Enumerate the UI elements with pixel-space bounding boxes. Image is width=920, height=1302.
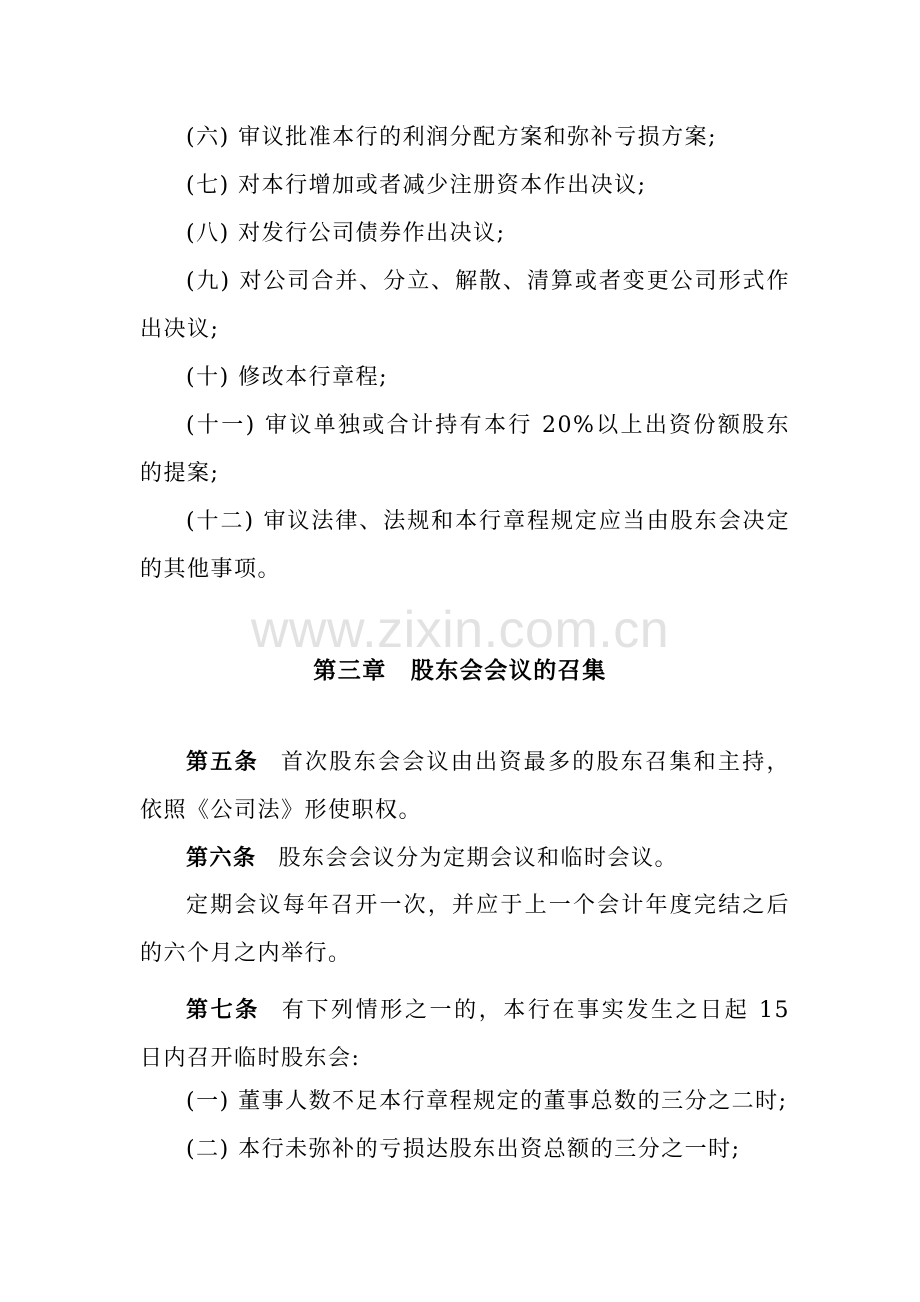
article-6-paragraph-2: 定期会议每年召开一次，并应于上一个会计年度完结之后的六个月之内举行。	[140, 893, 790, 966]
article-7-text: 有下列情形之一的，本行在事实发生之日起 15 日内召开临时股东会:	[140, 998, 790, 1071]
watermark: www.zixin.com.cn	[250, 601, 670, 659]
chapter-title: 股东会会议的召集	[410, 657, 607, 684]
article-6	[140, 834, 790, 883]
list-item-12: (十二) 审议法律、法规和本行章程规定应当由股东会决定的其他事项。	[140, 509, 790, 582]
article-7	[140, 986, 790, 1083]
list-item-6: (六) 审议批准本行的利润分配方案和弥补亏损方案;	[186, 125, 718, 150]
article-5-text: 首次股东会会议由出资最多的股东召集和主持，依照《公司法》形使职权。	[140, 750, 790, 823]
article-7-label: 第七条	[186, 997, 260, 1023]
article-5-label: 第五条	[186, 749, 259, 775]
article-5	[140, 738, 790, 835]
chapter-heading	[0, 652, 920, 685]
list-item-9: (九) 对公司合并、分立、解散、清算或者变更公司形式作出决议;	[140, 269, 790, 342]
list-item-8: (八) 对发行公司债券作出决议;	[186, 221, 506, 246]
article-7-item-1: (一) 董事人数不足本行章程规定的董事总数的三分之二时;	[186, 1089, 788, 1114]
article-6-label: 第六条	[186, 845, 257, 871]
chapter-number: 第三章	[313, 657, 387, 684]
article-6-text: 股东会会议分为定期会议和临时会议。	[278, 846, 679, 871]
list-item-7: (七) 对本行增加或者减少注册资本作出决议;	[186, 173, 647, 198]
list-item-11: (十一) 审议单独或合计持有本行 20%以上出资份额股东的提案;	[140, 413, 790, 486]
article-7-item-2: (二) 本行未弥补的亏损达股东出资总额的三分之一时;	[186, 1137, 741, 1162]
list-item-10: (十) 修改本行章程;	[186, 365, 389, 390]
